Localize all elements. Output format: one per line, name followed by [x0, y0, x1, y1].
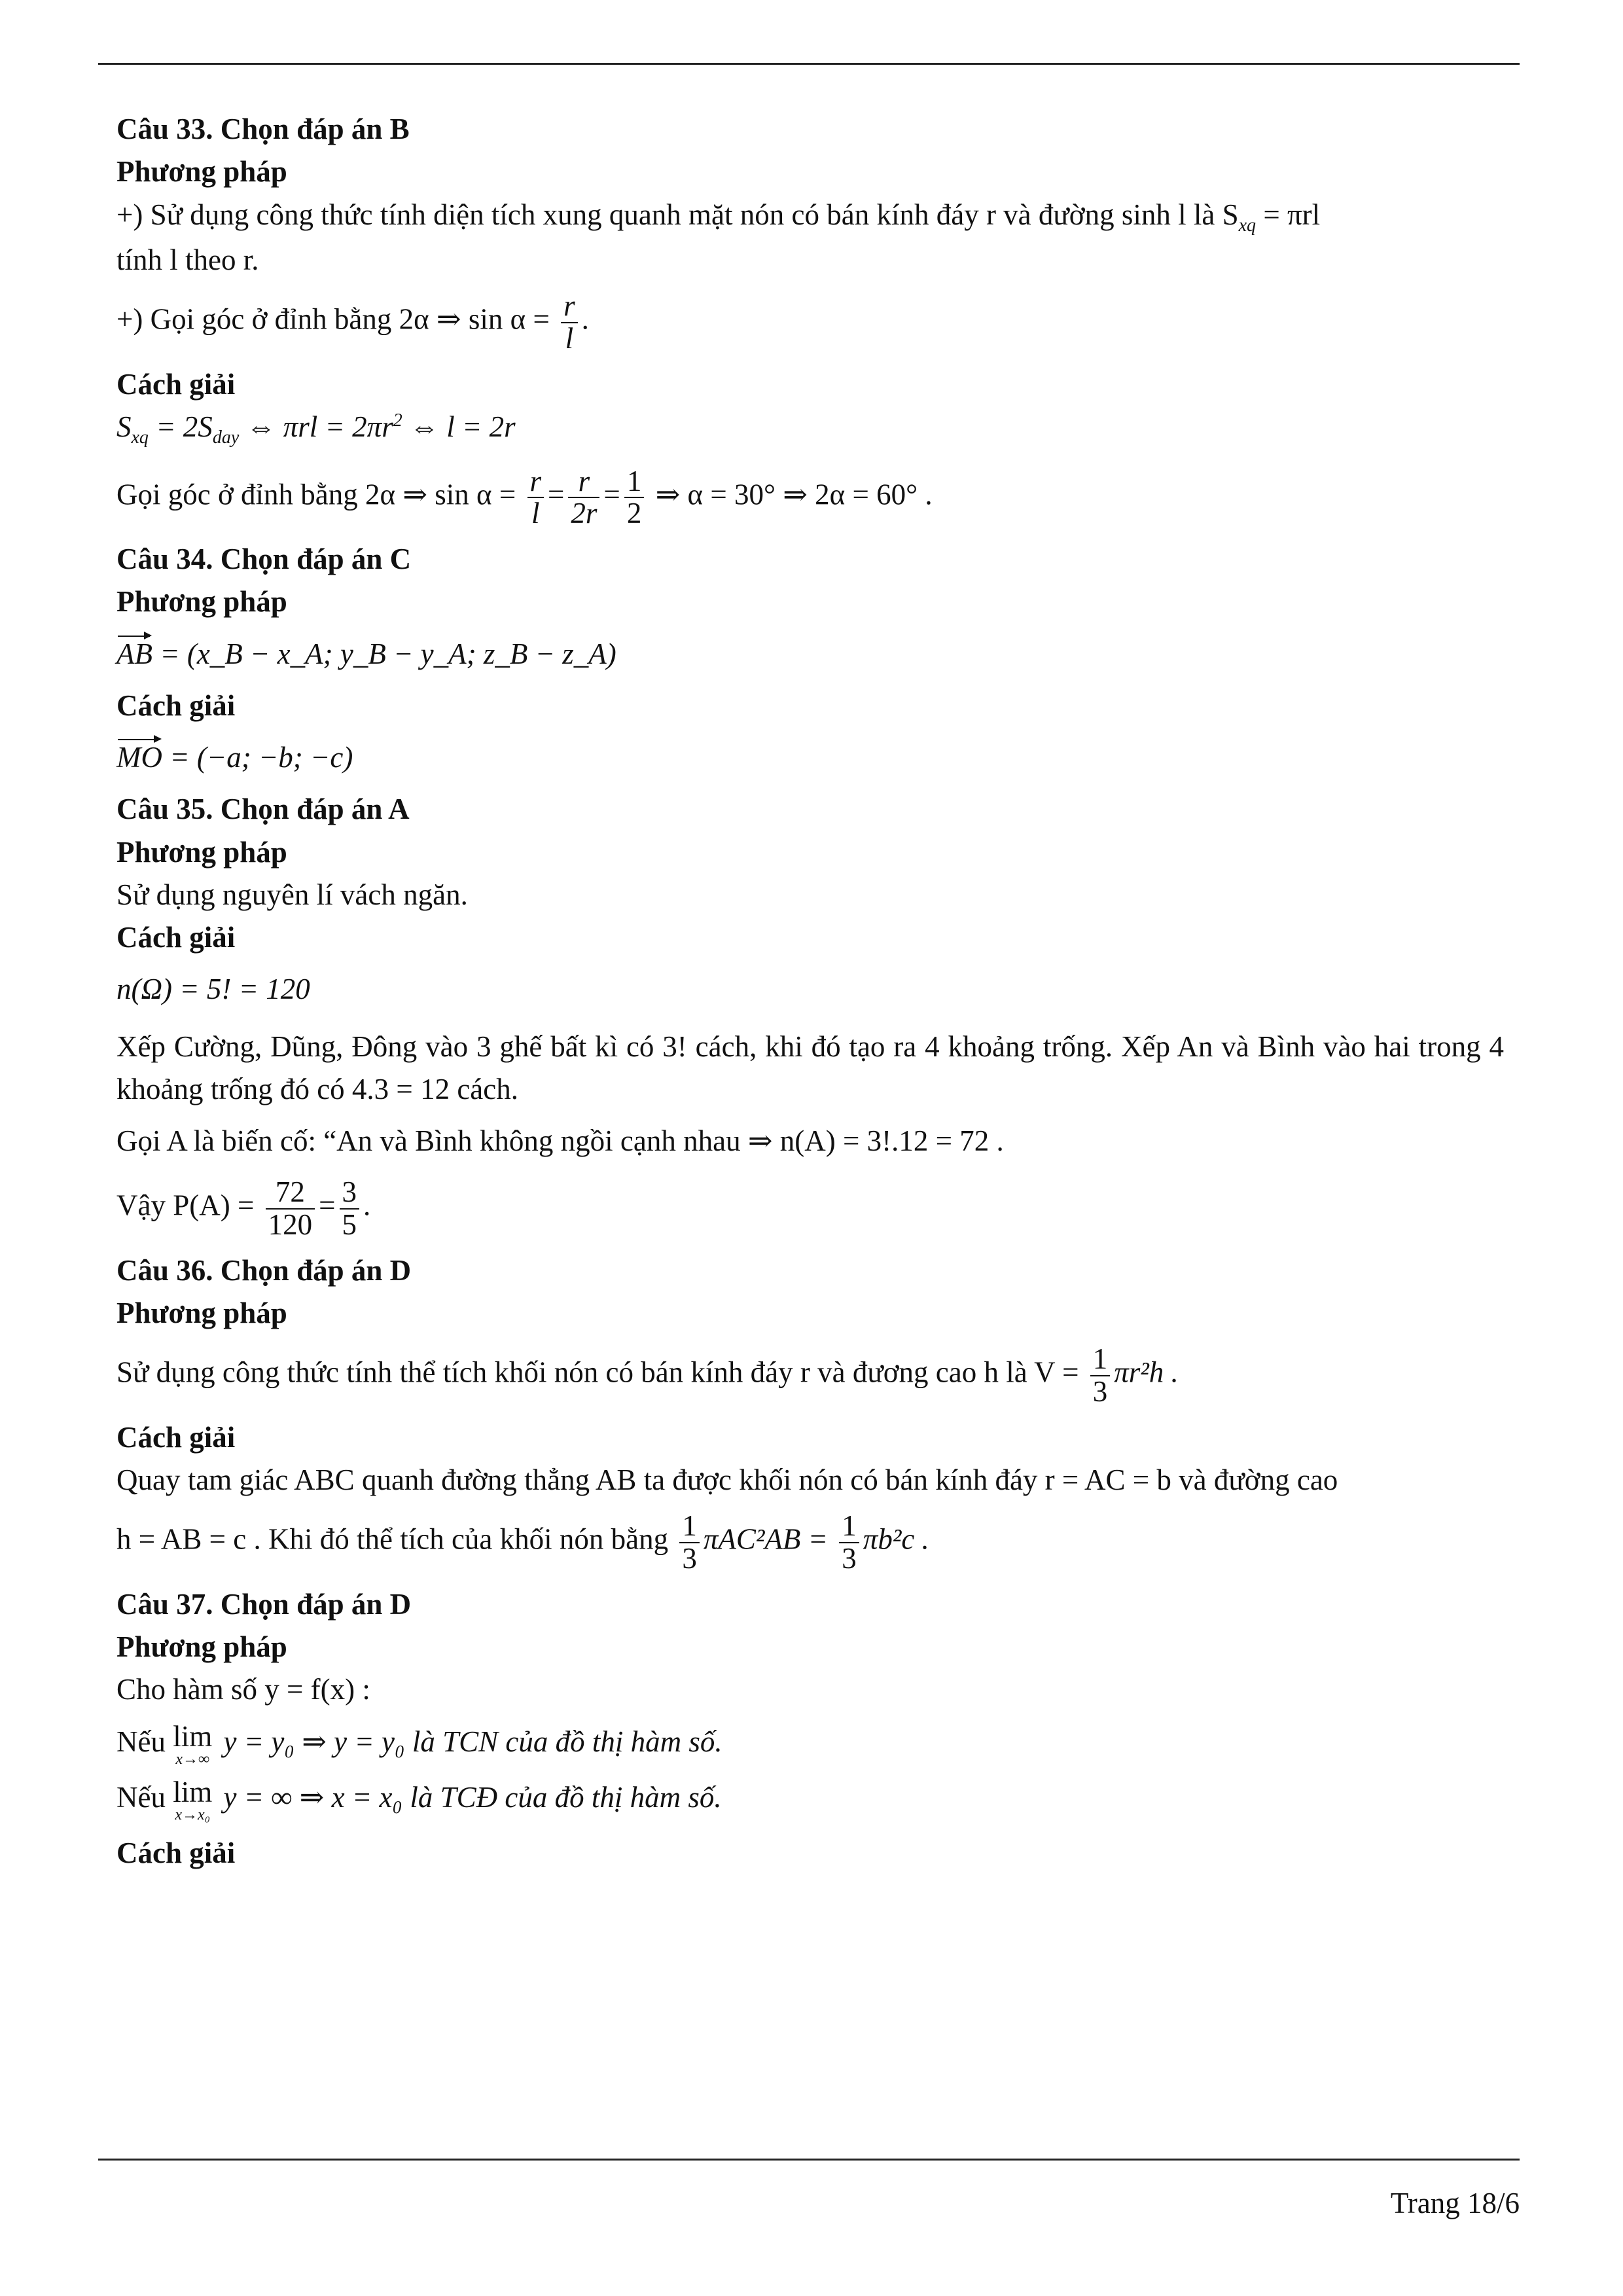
- q37-method-line1: Cho hàm số y = f(x) :: [116, 1673, 370, 1706]
- q35-solution-label: Cách giải: [116, 921, 236, 954]
- fraction: $\frac{1}{3}$: [679, 1511, 700, 1574]
- q35-method-line1: Sử dụng nguyên lí vách ngăn.: [116, 878, 468, 911]
- header-rule: [98, 63, 1520, 65]
- vector-ab: AB: [116, 633, 152, 675]
- q36-heading: Câu 36. Chọn đáp án D: [116, 1253, 412, 1287]
- q35-solution-line1: n(Ω) = 5! = 120: [116, 973, 310, 1006]
- fraction: $\frac{3}{5}$: [340, 1177, 360, 1240]
- limit: lim x→x₀: [173, 1776, 213, 1824]
- fraction: $\frac{1}{2}$: [624, 466, 645, 529]
- q33-method-label: Phương pháp: [116, 155, 287, 188]
- limit: lim x→∞: [173, 1719, 213, 1768]
- fraction: $\frac{1}{3}$: [1090, 1344, 1111, 1407]
- q34-solution-label: Cách giải: [116, 689, 236, 722]
- q35-heading: Câu 35. Chọn đáp án A: [116, 793, 410, 826]
- page-number: Trang 18/6: [1390, 2187, 1520, 2219]
- q34-heading: Câu 34. Chọn đáp án C: [116, 543, 412, 576]
- q33-heading: Câu 33. Chọn đáp án B: [116, 113, 410, 145]
- footer-rule: [98, 2159, 1520, 2161]
- fraction: $\frac{r}{2r}$: [568, 466, 599, 529]
- q37-solution-label: Cách giải: [116, 1837, 236, 1870]
- q36-method-label: Phương pháp: [116, 1297, 287, 1330]
- q33-method-line2: tính l theo r.: [116, 243, 259, 277]
- fraction: $\frac{72}{120}$: [266, 1177, 315, 1240]
- q37-method-line3: Nếu lim x→x₀ y = ∞ ⇒ x = x₀ là TCĐ của đồ thị hàm số.: [116, 1776, 722, 1824]
- q37-method-label: Phương pháp: [116, 1630, 287, 1664]
- q33-method-line3: +) Gọi góc ở đỉnh bằng 2α ⇒ sin α = $\frac{r}{l}$ .: [116, 289, 589, 355]
- fraction: $\frac{1}{3}$: [839, 1511, 859, 1574]
- q36-solution-line1: Quay tam giác ABC quanh đường thẳng AB ta được khối nón có bán kính đáy r = AC = b và đường cao: [116, 1463, 1338, 1497]
- q37-method-line2: Nếu lim x→∞ y = y₀ ⇒ y = y₀ là TCN của đồ thị hàm số.: [116, 1719, 722, 1768]
- q35-method-label: Phương pháp: [116, 835, 287, 869]
- q34-solution-formula: MO = (−a; −b; −c): [116, 736, 1504, 779]
- q33-solution-line1: $S_{xq} = 2S_{day}$ ⇔ $\pi rl = 2\pi r^2$ ⇔ l = 2r: [116, 410, 516, 448]
- q36-solution-label: Cách giải: [116, 1420, 236, 1454]
- q35-solution-line3: Gọi A là biến cố: “An và Bình không ngồi cạnh nhau ⇒ n(A) = 3!.12 = 72 .: [116, 1124, 1004, 1158]
- fraction: $\frac{r}{l}$: [527, 466, 544, 529]
- q37-heading: Câu 37. Chọn đáp án D: [116, 1587, 412, 1621]
- q35-solution-line4: Vậy P(A) = $\frac{72}{120}$ = $\frac{3}{5}$ .: [116, 1175, 371, 1241]
- fraction: $\frac{r}{l}$: [561, 291, 578, 354]
- q33-solution-label: Cách giải: [116, 367, 236, 401]
- q34-method-label: Phương pháp: [116, 585, 287, 619]
- q36-solution-line2: h = AB = c . Khi đó thể tích của khối nón bằng $\frac{1}{3}$ πAC²AB = $\frac{1}{3}$ πb²c .: [116, 1509, 929, 1575]
- q36-method-line1: Sử dụng công thức tính thể tích khối nón có bán kính đáy r và đương cao h là V = $\frac{1}{3}$ πr²h .: [116, 1342, 1179, 1408]
- q33-solution-line2: Gọi góc ở đỉnh bằng 2α ⇒ sin α = $\frac{r}{l}$ = $\frac{r}{2r}$ = $\frac{1}{2}$ ⇒ α = 30° ⇒ 2α = 60° .: [116, 464, 933, 529]
- q34-method-formula: AB = (x_B − x_A; y_B − y_A; z_B − z_A): [116, 633, 1504, 675]
- vector-mo: MO: [116, 736, 162, 779]
- page-content: [116, 108, 1504, 1874]
- q35-solution-para: Xếp Cường, Dũng, Đông vào 3 ghế bất kì có 3! cách, khi đó tạo ra 4 khoảng trống. Xếp An và Bình vào hai trong 4 khoảng trống đó có 4.3 = 12 cách.: [116, 1030, 1504, 1105]
- q33-method-line1: +) Sử dụng công thức tính diện tích xung quanh mặt nón có bán kính đáy r và đường sinh l là $S_{xq} = \pi rl$: [116, 198, 1321, 236]
